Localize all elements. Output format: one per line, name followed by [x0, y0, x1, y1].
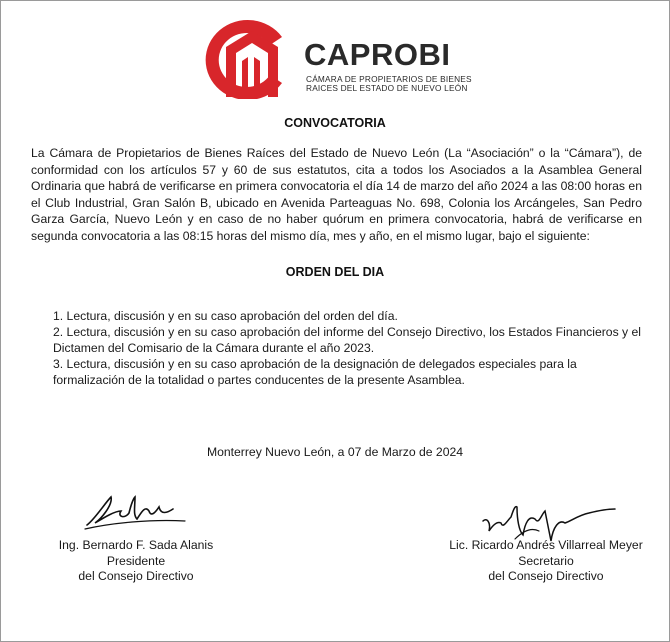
signatory-role: Presidente [106, 553, 166, 568]
signatory-right [431, 538, 661, 585]
caprobi-logo-mark-icon [196, 17, 296, 99]
agenda-item: 1. Lectura, discusión y en su caso aprobación del orden del día. [53, 309, 398, 323]
signatory-body: del Consejo Directivo [488, 569, 604, 583]
signatory-role: Secretario [518, 553, 574, 568]
signatory-name: Ing. Bernardo F. Sada Alanis [58, 538, 214, 552]
agenda-item: 3. Lectura, discusión y en su caso aprobación de la designación de delegados especiales para la formalización de la totalidad o partes conducentes de la presente Asamblea. [53, 357, 577, 387]
signature-left-icon [81, 489, 191, 533]
signatory-body: del Consejo Directivo [78, 569, 194, 583]
caprobi-logo [196, 17, 478, 99]
document-heading: CONVOCATORIA [284, 116, 386, 130]
place-date: Monterrey Nuevo León, a 07 de Marzo de 2024 [206, 445, 464, 459]
intro-paragraph: La Cámara de Propietarios de Bienes Raíces del Estado de Nuevo León (La “Asociación” o la “Cámara”), de conformidad con los artículos 57 y 60 de sus estatutos, cita a todos los Asociados a la Asamblea General Ordinaria que habrá de verificarse en primera convocatoria el día 14 de marzo del año 2024 a las 08:00 horas en el Club Industrial, Gran Salón B, ubicado en Avenida Parteaguas No. 698, Colonia los Arcángeles, San Pedro Garza García, Nuevo León y en caso de no haber quórum en primera convocatoria, habrá de verificarse en segunda convocatoria a las 08:15 horas del mismo día, mes y año, en el mismo lugar, bajo el siguiente: [31, 146, 642, 243]
logo-subtitle [306, 75, 476, 93]
logo-subtitle-line2: RAICES DEL ESTADO DE NUEVO LEÓN [306, 83, 468, 93]
logo-wordmark: CAPROBI [304, 37, 451, 72]
logo-subtitle-line1: CÁMARA DE PROPIETARIOS DE BIENES [306, 74, 472, 84]
agenda-item: 2. Lectura, discusión y en su caso aprobación del informe del Consejo Directivo, los Estados Financieros y el Dictamen del Comisario de la Cámara durante el año 2023. [53, 325, 642, 355]
agenda-title: ORDEN DEL DIA [285, 265, 385, 279]
agenda-list [53, 308, 643, 388]
signatory-name: Lic. Ricardo Andrés Villarreal Meyer [449, 538, 643, 552]
signatory-left [31, 538, 241, 585]
